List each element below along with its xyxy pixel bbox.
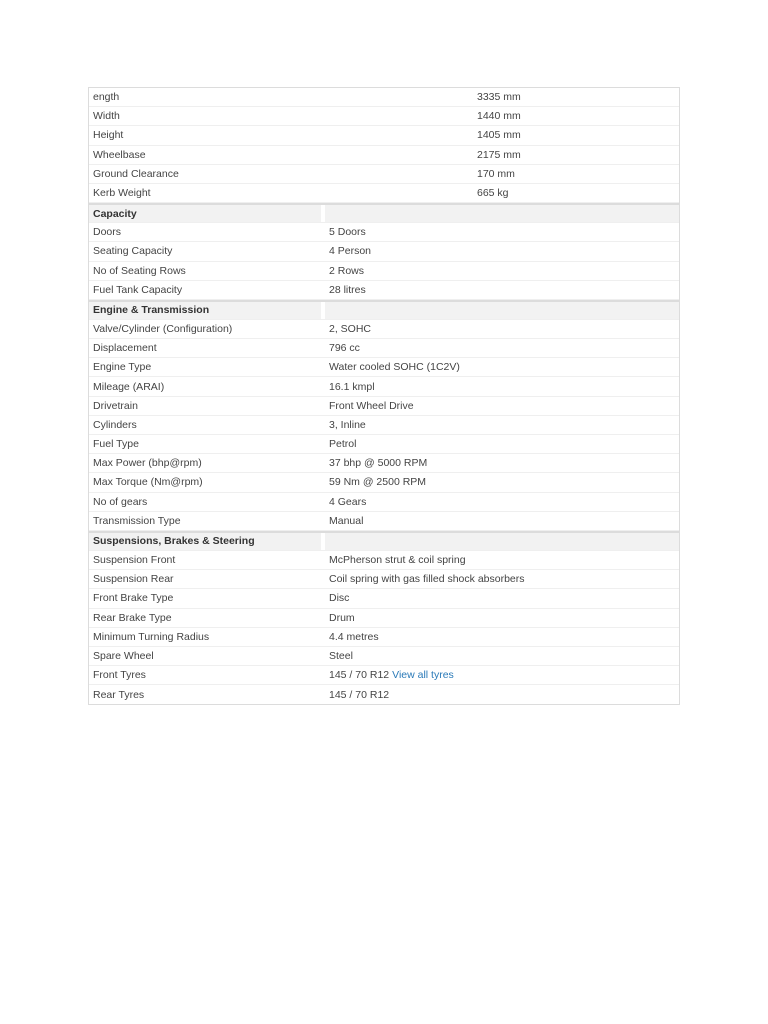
spec-label: Suspension Rear <box>93 573 174 586</box>
spec-value: 665 kg <box>477 187 509 200</box>
spec-row-engine-type <box>89 358 679 377</box>
spec-value: Coil spring with gas filled shock absorbers <box>329 573 525 586</box>
spec-value: 4 Person <box>329 245 372 258</box>
spec-label: Fuel Tank Capacity <box>93 283 183 296</box>
spec-row-rear-brake <box>89 609 679 628</box>
spec-label: Kerb Weight <box>93 187 151 200</box>
spec-row-max-torque <box>89 473 679 492</box>
spec-label: Ground Clearance <box>93 167 179 180</box>
spec-row-transmission <box>89 512 679 531</box>
spec-value: Manual <box>329 514 364 527</box>
spec-row-ground-clearance <box>89 165 679 184</box>
spec-label: Wheelbase <box>93 148 146 161</box>
spec-label: Front Tyres <box>93 669 146 682</box>
spec-row-spare-wheel <box>89 647 679 666</box>
spec-value: Steel <box>329 649 353 662</box>
section-header-engine <box>89 300 679 320</box>
spec-label: Suspension Front <box>93 554 176 567</box>
section-title: Suspensions, Brakes & Steering <box>89 533 325 550</box>
spec-label: Cylinders <box>93 418 137 431</box>
spec-value: 59 Nm @ 2500 RPM <box>329 476 427 489</box>
spec-value: 2 Rows <box>329 264 365 277</box>
spec-row-cylinders <box>89 416 679 435</box>
spec-row-fuel-tank <box>89 281 679 300</box>
spec-label: Engine Type <box>93 361 152 374</box>
spec-row-mileage <box>89 377 679 396</box>
spec-label: Displacement <box>93 342 157 355</box>
spec-label: Rear Brake Type <box>93 611 172 624</box>
spec-value: 3335 mm <box>477 91 521 104</box>
specifications-table <box>88 87 680 705</box>
spec-value: 2175 mm <box>477 148 521 161</box>
spec-value-with-link <box>325 669 679 681</box>
spec-row-gears <box>89 493 679 512</box>
spec-row-width <box>89 107 679 126</box>
spec-value: Disc <box>329 592 350 605</box>
section-header-capacity <box>89 203 679 223</box>
spec-value: Petrol <box>329 438 357 451</box>
spec-row-seating-rows <box>89 262 679 281</box>
spec-row-turning-radius <box>89 628 679 647</box>
spec-value: 2, SOHC <box>329 322 372 335</box>
spec-row-length <box>89 88 679 107</box>
spec-value: 5 Doors <box>329 226 366 239</box>
spec-label: Seating Capacity <box>93 245 173 258</box>
spec-value: 145 / 70 R12 <box>329 688 390 701</box>
spec-row-front-brake <box>89 589 679 608</box>
spec-value: 796 cc <box>329 342 360 355</box>
spec-row-drivetrain <box>89 397 679 416</box>
spec-label: No of gears <box>93 495 148 508</box>
spec-label: Valve/Cylinder (Configuration) <box>93 322 233 335</box>
spec-label: Mileage (ARAI) <box>93 380 165 393</box>
spec-row-doors <box>89 223 679 242</box>
spec-label: Minimum Turning Radius <box>93 630 210 643</box>
section-title: Capacity <box>89 205 325 222</box>
spec-row-suspension-front <box>89 551 679 570</box>
spec-label: Transmission Type <box>93 514 181 527</box>
spec-value: 4.4 metres <box>329 630 379 643</box>
spec-label: Spare Wheel <box>93 649 154 662</box>
spec-label: Width <box>93 110 120 123</box>
spec-value: McPherson strut & coil spring <box>329 554 466 567</box>
spec-row-seating-capacity <box>89 242 679 261</box>
spec-label: No of Seating Rows <box>93 264 186 277</box>
spec-label: Height <box>93 129 124 142</box>
spec-label: Max Power (bhp@rpm) <box>93 457 202 470</box>
spec-row-height <box>89 126 679 145</box>
section-header-suspension <box>89 531 679 551</box>
spec-row-rear-tyres <box>89 685 679 704</box>
spec-row-displacement <box>89 339 679 358</box>
spec-value: Drum <box>329 611 355 624</box>
spec-label: Rear Tyres <box>93 688 145 701</box>
spec-label: ength <box>93 91 120 104</box>
spec-value: 3, Inline <box>329 418 366 431</box>
spec-row-valve-cylinder <box>89 320 679 339</box>
section-title: Engine & Transmission <box>89 302 325 319</box>
spec-value: 1440 mm <box>477 110 521 123</box>
spec-value: Water cooled SOHC (1C2V) <box>329 361 460 374</box>
spec-row-wheelbase <box>89 146 679 165</box>
view-all-tyres-link[interactable]: View all tyres <box>392 669 454 682</box>
spec-value: 1405 mm <box>477 129 521 142</box>
spec-value: 28 litres <box>329 283 366 296</box>
spec-row-front-tyres <box>89 666 679 685</box>
spec-label: Doors <box>93 226 122 239</box>
spec-value: 4 Gears <box>329 495 367 508</box>
spec-label: Fuel Type <box>93 438 139 451</box>
spec-value: 170 mm <box>477 167 515 180</box>
spec-label: Drivetrain <box>93 399 138 412</box>
spec-label: Front Brake Type <box>93 592 174 605</box>
spec-label: Max Torque (Nm@rpm) <box>93 476 203 489</box>
spec-row-kerb-weight <box>89 184 679 203</box>
spec-row-suspension-rear <box>89 570 679 589</box>
spec-value: 145 / 70 R12 <box>329 669 390 682</box>
spec-value: 37 bhp @ 5000 RPM <box>329 457 428 470</box>
spec-value: 16.1 kmpl <box>329 380 375 393</box>
spec-row-fuel-type <box>89 435 679 454</box>
spec-row-max-power <box>89 454 679 473</box>
spec-value: Front Wheel Drive <box>329 399 414 412</box>
